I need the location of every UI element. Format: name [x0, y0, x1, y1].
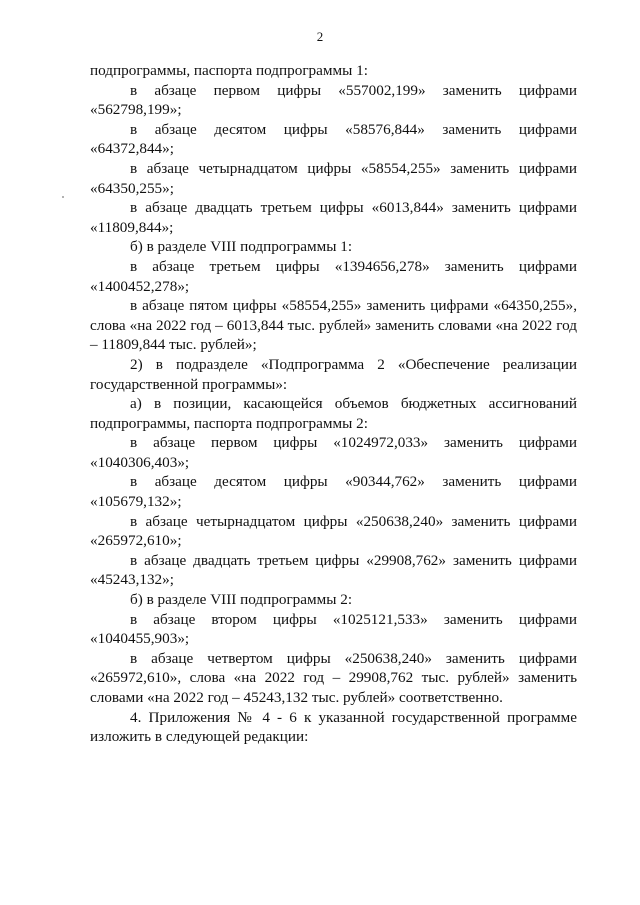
document-body: [90, 61, 577, 747]
paragraph: 4. Приложения № 4 - 6 к указанной государственной программе изложить в следующей редакции:: [90, 708, 577, 746]
paragraph: в абзаце двадцать третьем цифры «29908,762» заменить цифрами «45243,132»;: [90, 551, 577, 589]
scan-speck: [62, 196, 64, 198]
paragraph: в абзаце третьем цифры «1394656,278» заменить цифрами «1400452,278»;: [90, 257, 577, 295]
paragraph: в абзаце двадцать третьем цифры «6013,844» заменить цифрами «11809,844»;: [90, 199, 577, 236]
paragraph: в абзаце первом цифры «557002,199» заменить цифрами «562798,199»;: [90, 81, 577, 119]
paragraph: в абзаце десятом цифры «58576,844» заменить цифрами «64372,844»;: [90, 120, 577, 158]
paragraph: а) в позиции, касающейся объемов бюджетных ассигнований подпрограммы, паспорта подпрограммы 2:: [90, 395, 577, 432]
paragraph: б) в разделе VIII подпрограммы 2:: [130, 591, 353, 609]
paragraph: в абзаце четырнадцатом цифры «58554,255» заменить цифрами «64350,255»;: [90, 159, 577, 197]
paragraph: в абзаце четвертом цифры «250638,240» заменить цифрами «265972,610», слова «на 2022 год – 29908,762 тыс. рублей» заменить словами «на 2022 год – 45243,132 тыс. рублей» соответственно.: [90, 649, 577, 706]
paragraph: в абзаце четырнадцатом цифры «250638,240» заменить цифрами «265972,610»;: [90, 512, 577, 550]
paragraph: в абзаце втором цифры «1025121,533» заменить цифрами «1040455,903»;: [90, 610, 577, 648]
paragraph: в абзаце пятом цифры «58554,255» заменить цифрами «64350,255», слова «на 2022 год – 6013,844 тыс. рублей» заменить словами «на 2022 год – 11809,844 тыс. рублей»;: [90, 297, 577, 354]
paragraph: б) в разделе VIII подпрограммы 1:: [130, 238, 353, 256]
paragraph: 2) в подразделе «Подпрограмма 2 «Обеспечение реализации государственной программы»:: [90, 355, 577, 393]
page-number: 2: [316, 29, 324, 44]
paragraph: подпрограммы, паспорта подпрограммы 1:: [90, 62, 368, 79]
paragraph: в абзаце десятом цифры «90344,762» заменить цифрами «105679,132»;: [90, 473, 577, 511]
paragraph: в абзаце первом цифры «1024972,033» заменить цифрами «1040306,403»;: [90, 434, 577, 471]
